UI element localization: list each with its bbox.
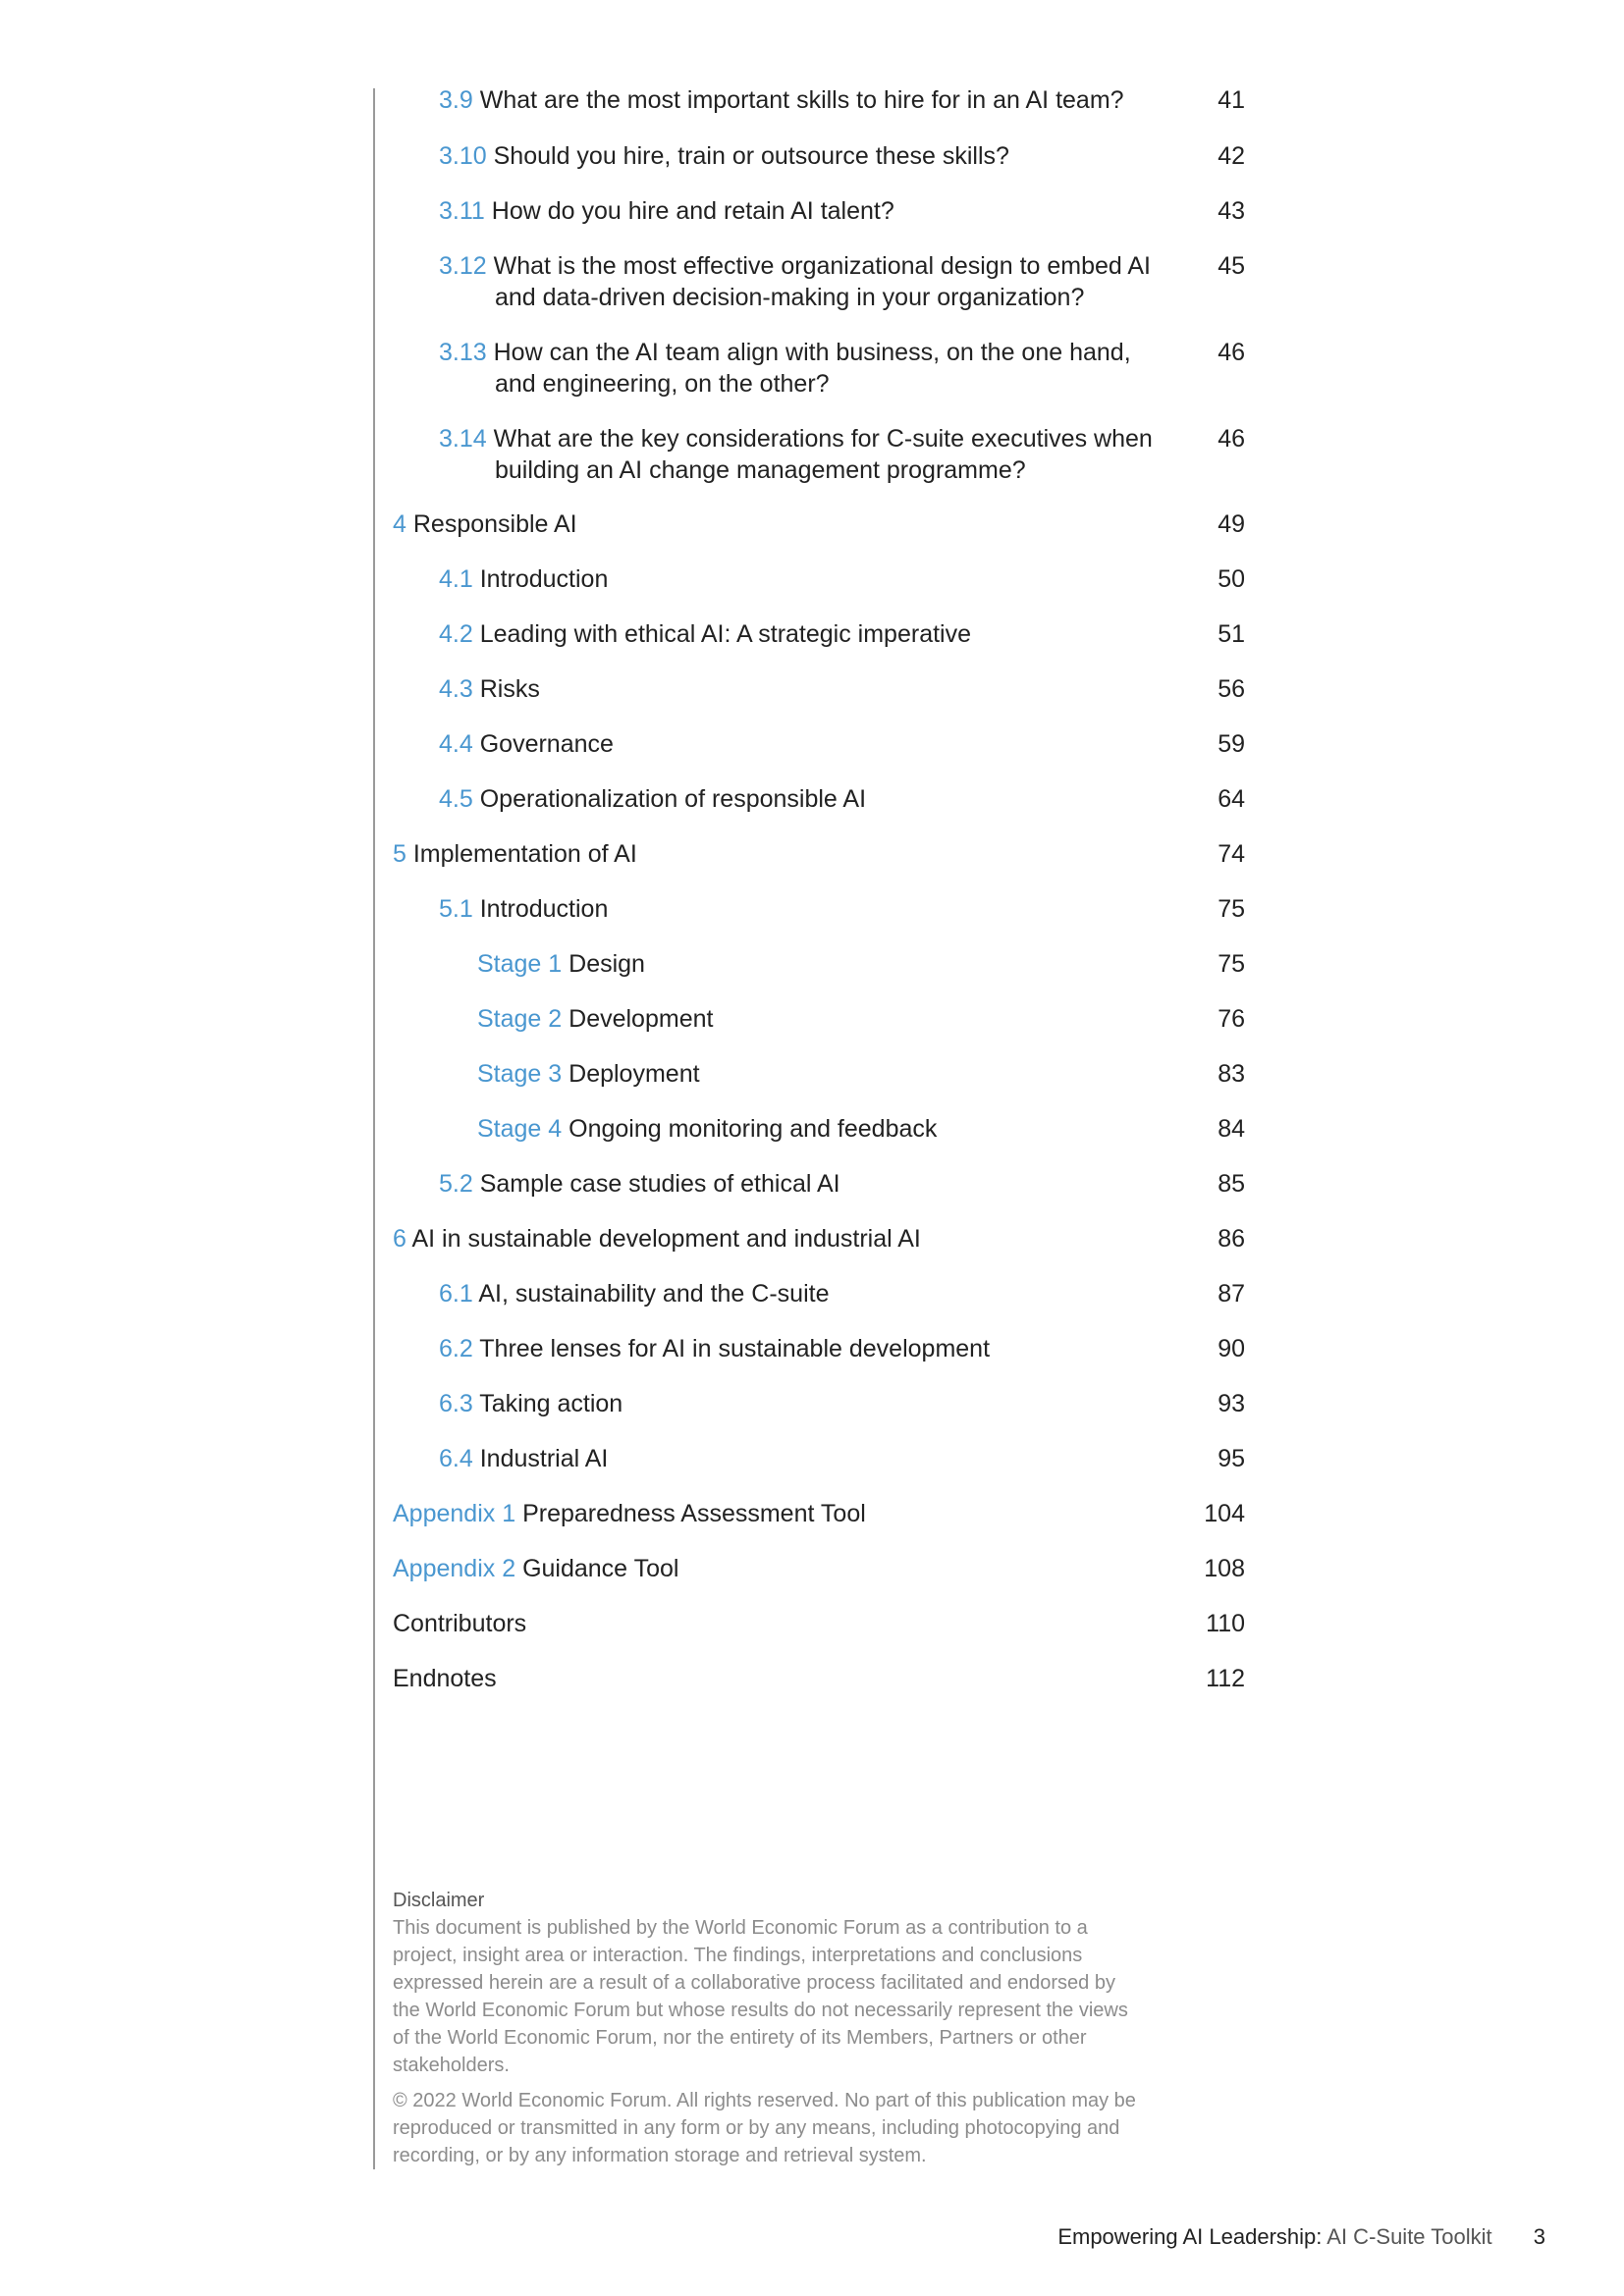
toc-number: 3.12	[439, 252, 487, 280]
toc-number: 4.2	[439, 620, 473, 648]
toc-entry-appendix-1[interactable]	[393, 1498, 866, 1529]
toc-title: Introduction	[479, 895, 609, 923]
toc-number: 3.13	[439, 339, 487, 366]
toc-entry-4-5[interactable]	[439, 783, 866, 815]
toc-number: 6.3	[439, 1390, 473, 1417]
toc-number: 4.1	[439, 565, 473, 593]
toc-entry-6-2[interactable]	[439, 1333, 990, 1364]
toc-entry-stage-2[interactable]	[477, 1003, 713, 1035]
toc-page-number: 90	[1218, 1335, 1245, 1362]
disclaimer-title: Disclaimer	[393, 1890, 485, 1911]
toc-title: Sample case studies of ethical AI	[479, 1170, 840, 1198]
toc-entry-stage-4[interactable]	[477, 1113, 937, 1145]
toc-number: 5.1	[439, 895, 473, 923]
toc-entry-5-2[interactable]	[439, 1168, 840, 1200]
toc-entry-6[interactable]	[393, 1223, 921, 1255]
toc-page-number: 50	[1218, 565, 1245, 593]
toc-entry-6-1[interactable]	[439, 1278, 829, 1309]
toc-entry-4[interactable]	[393, 508, 577, 540]
toc-number: 3.14	[439, 425, 487, 453]
toc-page-number: 75	[1218, 950, 1245, 978]
toc-title: Governance	[479, 730, 614, 758]
toc-number: 3.11	[439, 197, 485, 225]
toc-page-number: 42	[1218, 142, 1245, 170]
toc-page-number: 76	[1218, 1005, 1245, 1033]
toc-number: 6.2	[439, 1335, 473, 1362]
toc-number: 4.3	[439, 675, 473, 703]
toc-title: Development	[568, 1005, 714, 1033]
toc-title: What are the key considerations for C-suite executives when	[493, 425, 1153, 453]
toc-title: Industrial AI	[479, 1445, 609, 1472]
toc-number: 6	[393, 1225, 406, 1253]
toc-entry-5-1[interactable]	[439, 893, 608, 925]
toc-entry-3-11[interactable]	[439, 195, 894, 227]
toc-entry-3-12[interactable]	[439, 250, 1151, 313]
toc-page-number: 84	[1218, 1115, 1245, 1143]
toc-title: AI in sustainable development and industrial AI	[411, 1225, 921, 1253]
toc-number: Appendix 1	[393, 1500, 516, 1527]
toc-number: Stage 4	[477, 1115, 563, 1143]
toc-number: 4	[393, 510, 406, 538]
toc-title: Responsible AI	[412, 510, 577, 538]
toc-title: Introduction	[479, 565, 609, 593]
toc-title: Should you hire, train or outsource these skills?	[493, 142, 1009, 170]
toc-title: Risks	[479, 675, 540, 703]
toc-title: How do you hire and retain AI talent?	[491, 197, 894, 225]
toc-title: Contributors	[393, 1610, 527, 1637]
toc-entry-3-13[interactable]	[439, 337, 1131, 400]
toc-title: Deployment	[568, 1060, 700, 1088]
page-footer	[1057, 2223, 1545, 2251]
toc-page-number: 83	[1218, 1060, 1245, 1088]
toc-number: 3.9	[439, 86, 473, 114]
toc-page-number: 112	[1206, 1665, 1245, 1692]
toc-page-number: 75	[1218, 895, 1245, 923]
toc-title: Three lenses for AI in sustainable development	[479, 1335, 991, 1362]
toc-number: 6.4	[439, 1445, 473, 1472]
toc-number: 5	[393, 840, 406, 868]
toc-page-number: 56	[1218, 675, 1245, 703]
toc-title: What is the most effective organizational design to embed AI	[493, 252, 1151, 280]
disclaimer-block	[393, 1887, 1139, 2169]
toc-title: Leading with ethical AI: A strategic imperative	[479, 620, 971, 648]
toc-title-continued: and data-driven decision-making in your organization?	[495, 284, 1085, 311]
toc-page-number: 74	[1218, 840, 1245, 868]
toc-entry-6-4[interactable]	[439, 1443, 608, 1474]
toc-title: Endnotes	[393, 1665, 497, 1692]
margin-rule	[373, 88, 375, 2169]
toc-page-number: 59	[1218, 730, 1245, 758]
toc-page-number: 87	[1218, 1280, 1245, 1308]
toc-entry-4-1[interactable]	[439, 563, 608, 595]
toc-title: AI, sustainability and the C-suite	[478, 1280, 830, 1308]
toc-page-number: 41	[1218, 86, 1245, 114]
toc-title-continued: building an AI change management programme?	[495, 456, 1026, 484]
toc-title: Ongoing monitoring and feedback	[568, 1115, 938, 1143]
toc-number: Stage 2	[477, 1005, 563, 1033]
toc-number: Stage 1	[477, 950, 563, 978]
toc-title: Operationalization of responsible AI	[479, 785, 867, 813]
toc-title: Implementation of AI	[412, 840, 637, 868]
toc-title: How can the AI team align with business, on the one hand,	[493, 339, 1131, 366]
toc-page-number: 43	[1218, 197, 1245, 225]
toc-number: 4.4	[439, 730, 473, 758]
toc-page-number: 49	[1218, 510, 1245, 538]
toc-page-number: 46	[1218, 339, 1245, 366]
toc-page-number: 93	[1218, 1390, 1245, 1417]
toc-entry-appendix-2[interactable]	[393, 1553, 678, 1584]
toc-title: Taking action	[479, 1390, 623, 1417]
toc-number: 5.2	[439, 1170, 473, 1198]
toc-title-continued: and engineering, on the other?	[495, 370, 830, 398]
toc-entry-contributors[interactable]	[393, 1608, 526, 1639]
toc-entry-5[interactable]	[393, 838, 637, 870]
toc-title: Guidance Tool	[522, 1555, 679, 1582]
toc-page-number: 110	[1206, 1610, 1245, 1637]
toc-number: 4.5	[439, 785, 473, 813]
toc-page-number: 46	[1218, 425, 1245, 453]
toc-number: 6.1	[439, 1280, 473, 1308]
toc-page-number: 45	[1218, 252, 1245, 280]
footer-page-number: 3	[1533, 2224, 1545, 2249]
toc-entry-6-3[interactable]	[439, 1388, 623, 1419]
toc-entry-3-9[interactable]	[439, 84, 1124, 116]
copyright-notice: © 2022 World Economic Forum. All rights reserved. No part of this publication may be reproduced or transmitted in any form or by any means, including photocopying and recording, or by any information storage and retrieval system.	[393, 2090, 1136, 2166]
toc-entry-endnotes[interactable]	[393, 1663, 497, 1694]
toc-entry-3-14[interactable]	[439, 423, 1153, 486]
toc-entry-4-3[interactable]	[439, 673, 540, 705]
toc-entry-3-10[interactable]	[439, 140, 1009, 172]
toc-title: Preparedness Assessment Tool	[522, 1500, 866, 1527]
toc-number: 3.10	[439, 142, 487, 170]
toc-title: Design	[568, 950, 645, 978]
toc-number: Stage 3	[477, 1060, 563, 1088]
toc-page-number: 51	[1218, 620, 1245, 648]
toc-page-number: 104	[1204, 1500, 1245, 1527]
toc-number: Appendix 2	[393, 1555, 516, 1582]
footer-title-bold: Empowering AI Leadership:	[1057, 2224, 1323, 2249]
toc-entry-4-4[interactable]	[439, 728, 614, 760]
toc-page-number: 108	[1204, 1555, 1245, 1582]
toc-page-number: 86	[1218, 1225, 1245, 1253]
toc-title: What are the most important skills to hire for in an AI team?	[479, 86, 1124, 114]
disclaimer-body: This document is published by the World Economic Forum as a contribution to a project, insight area or interaction. The findings, interpretations and conclusions expressed herein are a result of a collaborative process facilitated and endorsed by the World Economic Forum but whose results do not necessarily represent the views of the World Economic Forum, nor the entirety of its Members, Partners or other stakeholders.	[393, 1917, 1128, 2076]
footer-title-rest: AI C-Suite Toolkit	[1326, 2224, 1492, 2249]
toc-page-number: 95	[1218, 1445, 1245, 1472]
toc-page-number: 85	[1218, 1170, 1245, 1198]
toc-entry-4-2[interactable]	[439, 618, 971, 650]
toc-page-number: 64	[1218, 785, 1245, 813]
toc-entry-stage-3[interactable]	[477, 1058, 700, 1090]
toc-entry-stage-1[interactable]	[477, 948, 645, 980]
